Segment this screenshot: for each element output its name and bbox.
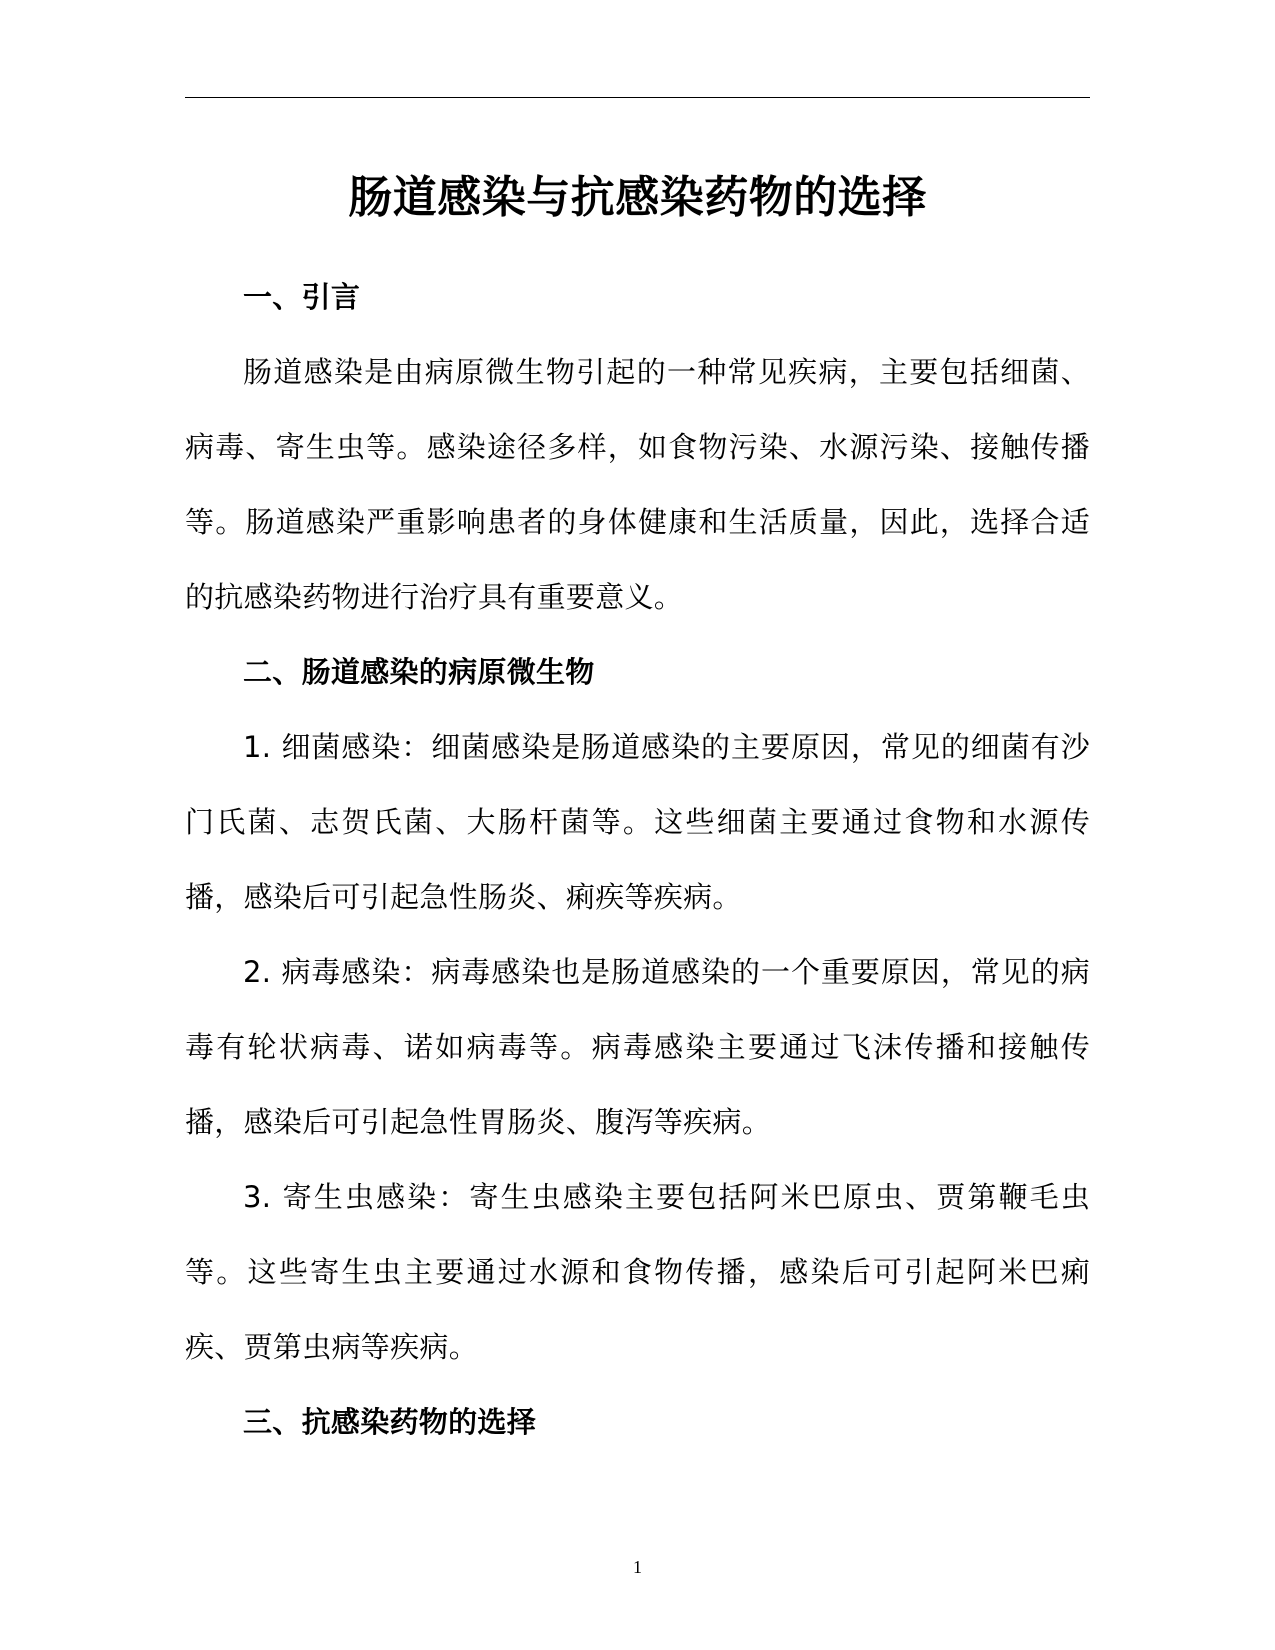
document-title: 肠道感染与抗感染药物的选择 bbox=[348, 172, 927, 223]
document-body bbox=[185, 260, 1090, 1460]
page-number: 1 bbox=[633, 1557, 642, 1577]
viral-infection-paragraph: 2. 病毒感染：病毒感染也是肠道感染的一个重要原因，常见的病毒有轮状病毒、诺如病毒等。病毒感染主要通过飞沫传播和接触传播，感染后可引起急性胃肠炎、腹泻等疾病。 bbox=[185, 955, 1090, 1139]
section-heading-introduction: 一、引言 bbox=[243, 280, 361, 314]
section-heading-pathogens: 二、肠道感染的病原微生物 bbox=[243, 655, 595, 689]
section-heading-drug-selection: 三、抗感染药物的选择 bbox=[243, 1405, 537, 1439]
header-rule bbox=[185, 97, 1090, 98]
introduction-paragraph: 肠道感染是由病原微生物引起的一种常见疾病，主要包括细菌、病毒、寄生虫等。感染途径多样，如食物污染、水源污染、接触传播等。肠道感染严重影响患者的身体健康和生活质量，因此，选择合适的抗感染药物进行治疗具有重要意义。 bbox=[185, 355, 1090, 614]
bacterial-infection-paragraph: 1. 细菌感染：细菌感染是肠道感染的主要原因，常见的细菌有沙门氏菌、志贺氏菌、大肠杆菌等。这些细菌主要通过食物和水源传播，感染后可引起急性肠炎、痢疾等疾病。 bbox=[185, 730, 1090, 914]
parasitic-infection-paragraph: 3. 寄生虫感染：寄生虫感染主要包括阿米巴原虫、贾第鞭毛虫等。这些寄生虫主要通过水源和食物传播，感染后可引起阿米巴痢疾、贾第虫病等疾病。 bbox=[185, 1180, 1090, 1364]
